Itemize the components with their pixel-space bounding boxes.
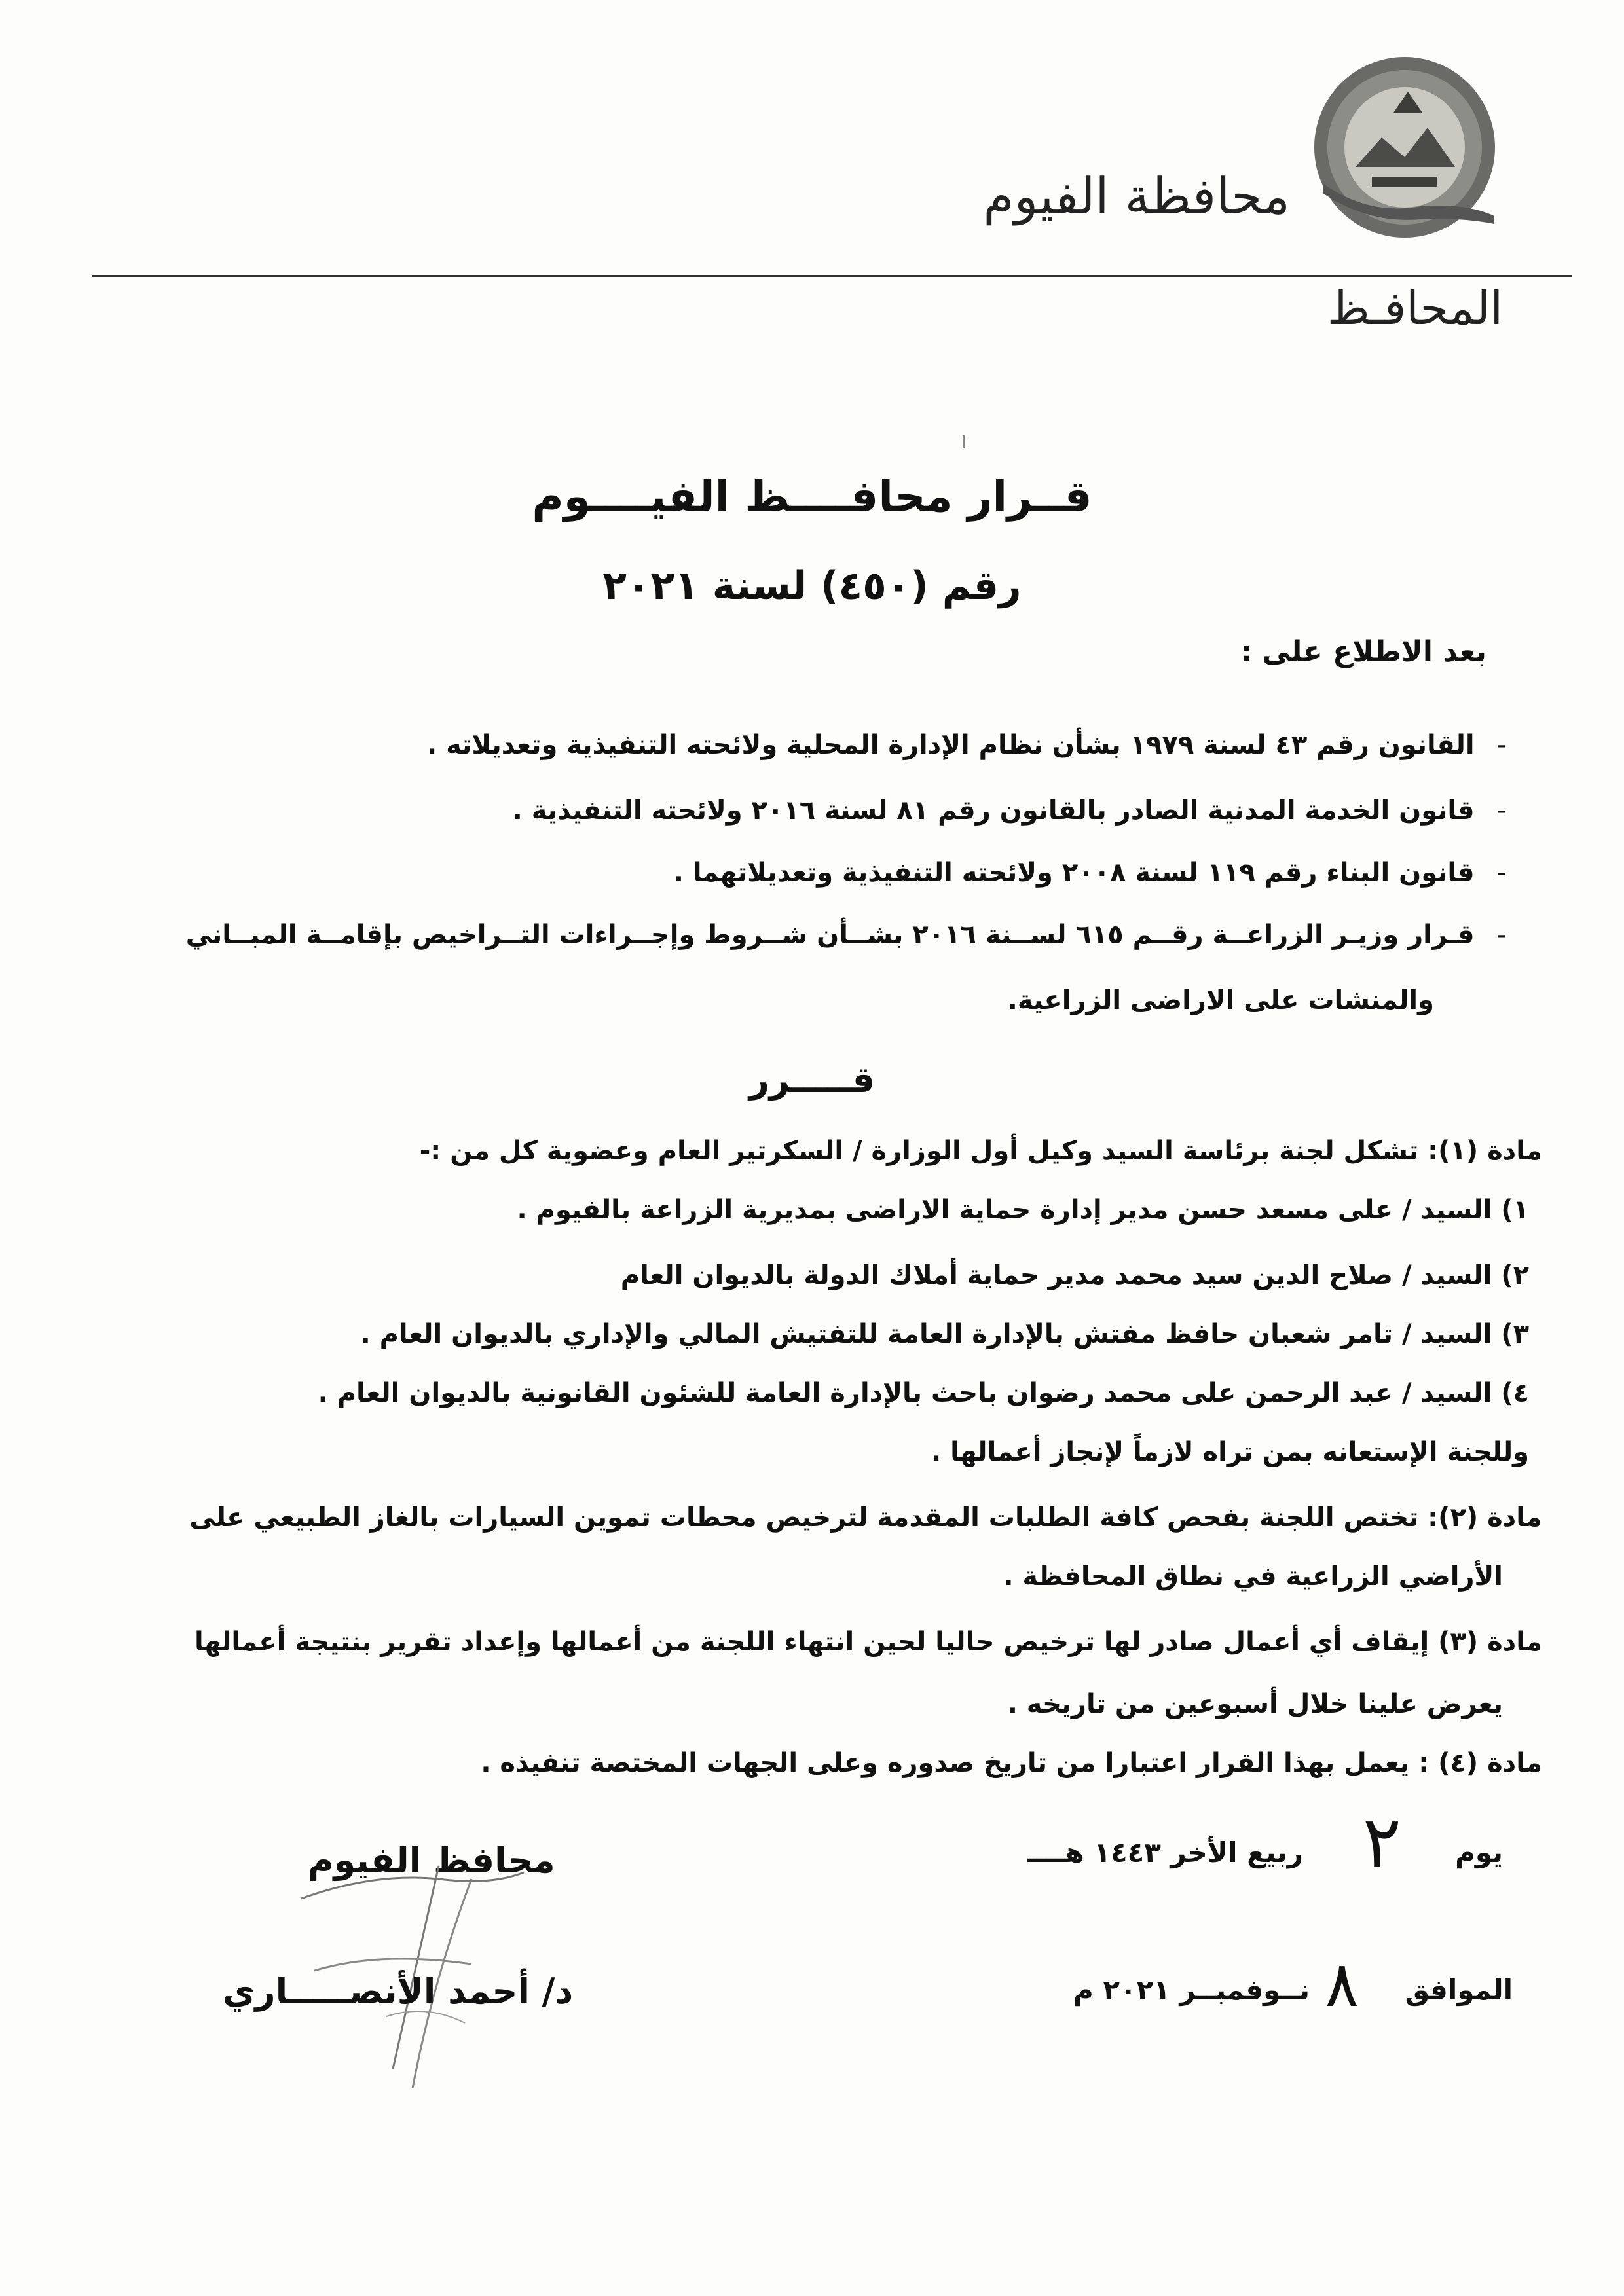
signatory-title: محافظ الفيوم bbox=[308, 1840, 555, 1881]
committee-assistance: وللجنة الإستعانه بمن تراه لازماً لإنجاز أعمالها . bbox=[931, 1437, 1529, 1467]
day-label: يوم bbox=[1455, 1836, 1503, 1868]
bullet-dash: - bbox=[1496, 730, 1506, 760]
preamble-law-3 bbox=[674, 858, 1506, 888]
decision-heading: قـــــرر bbox=[748, 1059, 876, 1101]
preamble-law-4 bbox=[186, 920, 1506, 950]
preamble-law-2 bbox=[513, 795, 1506, 826]
bullet-dash: - bbox=[1496, 920, 1506, 950]
gregorian-day-handwritten: ٨ bbox=[1325, 1948, 1359, 2021]
article-2-continued: الأراضي الزراعية في نطاق المحافظة . bbox=[1003, 1561, 1503, 1592]
preamble-law-1 bbox=[427, 730, 1506, 760]
law-text: قـرار وزيـر الزراعــة رقــم ٦١٥ لســنة ٢٠١٦ بشــأن شــروط وإجــراءات التــراخيص بإقامــة المبــاني bbox=[185, 920, 1475, 950]
committee-member-3: ٣) السيد / تامر شعبان حافظ مفتش بالإدارة العامة للتفتيش المالي والإداري بالديوان العام . bbox=[360, 1319, 1529, 1349]
governorate-name: محافظة الفيوم bbox=[983, 167, 1290, 225]
corresponding-label: الموافق bbox=[1405, 1974, 1513, 2006]
article-1: مادة (١): تشكل لجنة برئاسة السيد وكيل أول الوزارة / السكرتير العام وعضوية كل من :- bbox=[419, 1136, 1542, 1166]
committee-member-4: ٤) السيد / عبد الرحمن على محمد رضوان باحث بالإدارة العامة للشئون القانونية بالديوان العام . bbox=[318, 1378, 1529, 1408]
stray-mark bbox=[963, 435, 965, 448]
article-2: مادة (٢): تختص اللجنة بفحص كافة الطلبات المقدمة لترخيص محطات تموين السيارات بالغاز الطبيعي على bbox=[189, 1503, 1542, 1533]
governorate-seal-emblem bbox=[1310, 52, 1500, 242]
article-4: مادة (٤) : يعمل بهذا القرار اعتبارا من تاريخ صدوره وعلى الجهات المختصة تنفيذه . bbox=[481, 1748, 1542, 1778]
law-text: قانون البناء رقم ١١٩ لسنة ٢٠٠٨ ولائحته التنفيذية وتعديلاتهما . bbox=[673, 858, 1475, 888]
committee-member-2: ٢) السيد / صلاح الدين سيد محمد مدير حماية أملاك الدولة بالديوان العام bbox=[620, 1260, 1529, 1290]
decree-title: قــرار محافــــظ الفيــــوم bbox=[532, 471, 1092, 522]
header-divider bbox=[92, 275, 1572, 277]
article-3-continued: يعرض علينا خلال أسبوعين من تاريخه . bbox=[1007, 1689, 1503, 1719]
hijri-date: ربيع الأخر ١٤٤٣ هــــ bbox=[1027, 1836, 1303, 1868]
bullet-dash: - bbox=[1496, 858, 1506, 888]
article-3: مادة (٣) إيقاف أي أعمال صادر لها ترخيص حاليا لحين انتهاء اللجنة من أعمالها وإعداد تقرير بنتيجة أعمالها bbox=[194, 1627, 1542, 1657]
law-text: القانون رقم ٤٣ لسنة ١٩٧٩ بشأن نظام الإدارة المحلية ولائحته التنفيذية وتعديلاته . bbox=[427, 730, 1475, 760]
office-title: المحافـظ bbox=[1327, 282, 1503, 335]
decree-number: رقم (٤٥٠) لسنة ٢٠٢١ bbox=[602, 563, 1022, 609]
bullet-dash: - bbox=[1496, 795, 1506, 826]
preamble-heading: بعد الاطلاع على : bbox=[1240, 635, 1486, 668]
hijri-day-handwritten: ٢ bbox=[1362, 1800, 1401, 1884]
gregorian-date: نــوفمبــر ٢٠٢١ م bbox=[1073, 1974, 1310, 2006]
preamble-law-4-continued: والمنشات على الاراضى الزراعية. bbox=[1007, 985, 1434, 1015]
law-text: قانون الخدمة المدنية الصادر بالقانون رقم ٨١ لسنة ٢٠١٦ ولائحته التنفيذية . bbox=[512, 795, 1475, 826]
committee-member-1: ١) السيد / على مسعد حسن مدير إدارة حماية الاراضى بمديرية الزراعة بالفيوم . bbox=[517, 1195, 1529, 1225]
signatory-name: د/ أحمد الأنصـــــاري bbox=[223, 1971, 574, 2012]
